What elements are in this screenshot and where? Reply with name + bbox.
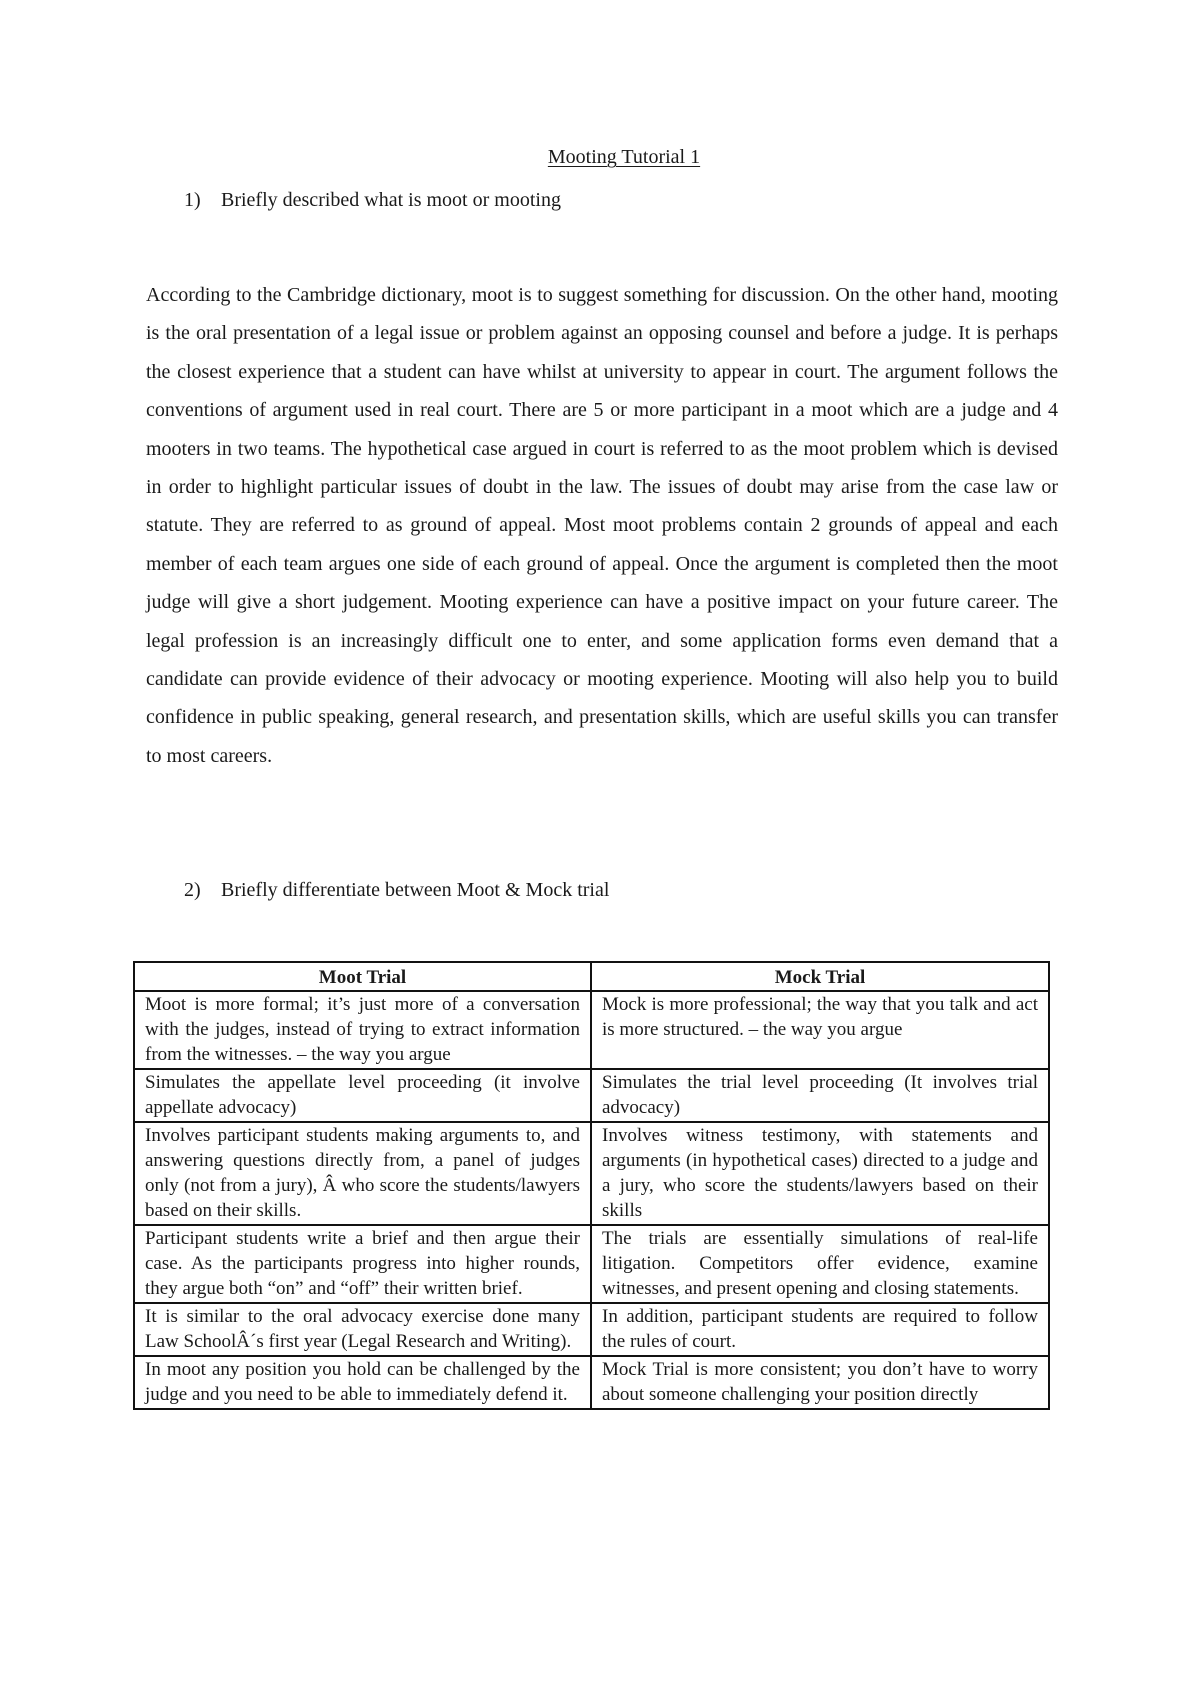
comparison-table: [133, 961, 1050, 1410]
table-row: [134, 991, 1049, 1069]
question-2: [184, 879, 609, 902]
moot-cell: Moot is more formal; it’s just more of a conversation with the judges, instead of trying to extract information from the witnesses. – the way you argue: [134, 991, 591, 1069]
mock-cell: Simulates the trial level proceeding (It involves trial advocacy): [591, 1069, 1049, 1122]
moot-cell: In moot any position you hold can be challenged by the judge and you need to be able to immediately defend it.: [134, 1356, 591, 1409]
mock-cell: The trials are essentially simulations of real-life litigation. Competitors offer evidence, examine witnesses, and present opening and closing statements.: [591, 1225, 1049, 1303]
moot-cell: Participant students write a brief and then argue their case. As the participants progress into higher rounds, they argue both “on” and “off” their written brief.: [134, 1225, 591, 1303]
table-row: [134, 1122, 1049, 1225]
mock-cell: Mock is more professional; the way that you talk and act is more structured. – the way you argue: [591, 991, 1049, 1069]
question-1-number: 1): [184, 189, 201, 211]
question-1: [184, 189, 561, 212]
question-1-text: Briefly described what is moot or mooting: [221, 189, 561, 211]
question-2-number: 2): [184, 879, 201, 901]
question-2-text: Briefly differentiate between Moot & Mock trial: [221, 879, 610, 901]
moot-cell: It is similar to the oral advocacy exercise done many Law SchoolÂ´s first year (Legal Research and Writing).: [134, 1303, 591, 1356]
document-title: Mooting Tutorial 1: [547, 146, 701, 168]
mock-cell: Mock Trial is more consistent; you don’t have to worry about someone challenging your position directly: [591, 1356, 1049, 1409]
table-header-row: [134, 962, 1049, 991]
answer-1-paragraph: According to the Cambridge dictionary, moot is to suggest something for discussion. On the other hand, mooting is the oral presentation of a legal issue or problem against an opposing counsel and before a judge. It is perhaps the closest experience that a student can have whilst at university to appear in court. The argument follows the conventions of argument used in real court. There are 5 or more participant in a moot which are a judge and 4 mooters in two teams. The hypothetical case argued in court is referred to as the moot problem which is devised in order to highlight particular issues of doubt in the law. The issues of doubt may arise from the case law or statute. They are referred to as ground of appeal. Most moot problems contain 2 grounds of appeal and each member of each team argues one side of each ground of appeal. Once the argument is completed then the moot judge will give a short judgement. Mooting experience can have a positive impact on your future career. The legal profession is an increasingly difficult one to enter, and some application forms even demand that a candidate can provide evidence of their advocacy or mooting experience. Mooting will also help you to build confidence in public speaking, general research, and presentation skills, which are useful skills you can transfer to most careers.: [146, 284, 1058, 767]
header-moot-trial: Moot Trial: [134, 962, 591, 991]
mock-cell: In addition, participant students are required to follow the rules of court.: [591, 1303, 1049, 1356]
table-row: [134, 1356, 1049, 1409]
header-mock-trial: Mock Trial: [591, 962, 1049, 991]
moot-cell: Simulates the appellate level proceeding (it involve appellate advocacy): [134, 1069, 591, 1122]
mock-cell: Involves witness testimony, with statements and arguments (in hypothetical cases) directed to a judge and a jury, who score the students/lawyers based on their skills: [591, 1122, 1049, 1225]
table-row: [134, 1303, 1049, 1356]
table-row: [134, 1069, 1049, 1122]
moot-cell: Involves participant students making arguments to, and answering questions directly from, a panel of judges only (not from a jury), Â who score the students/lawyers based on their skills.: [134, 1122, 591, 1225]
table-row: [134, 1225, 1049, 1303]
